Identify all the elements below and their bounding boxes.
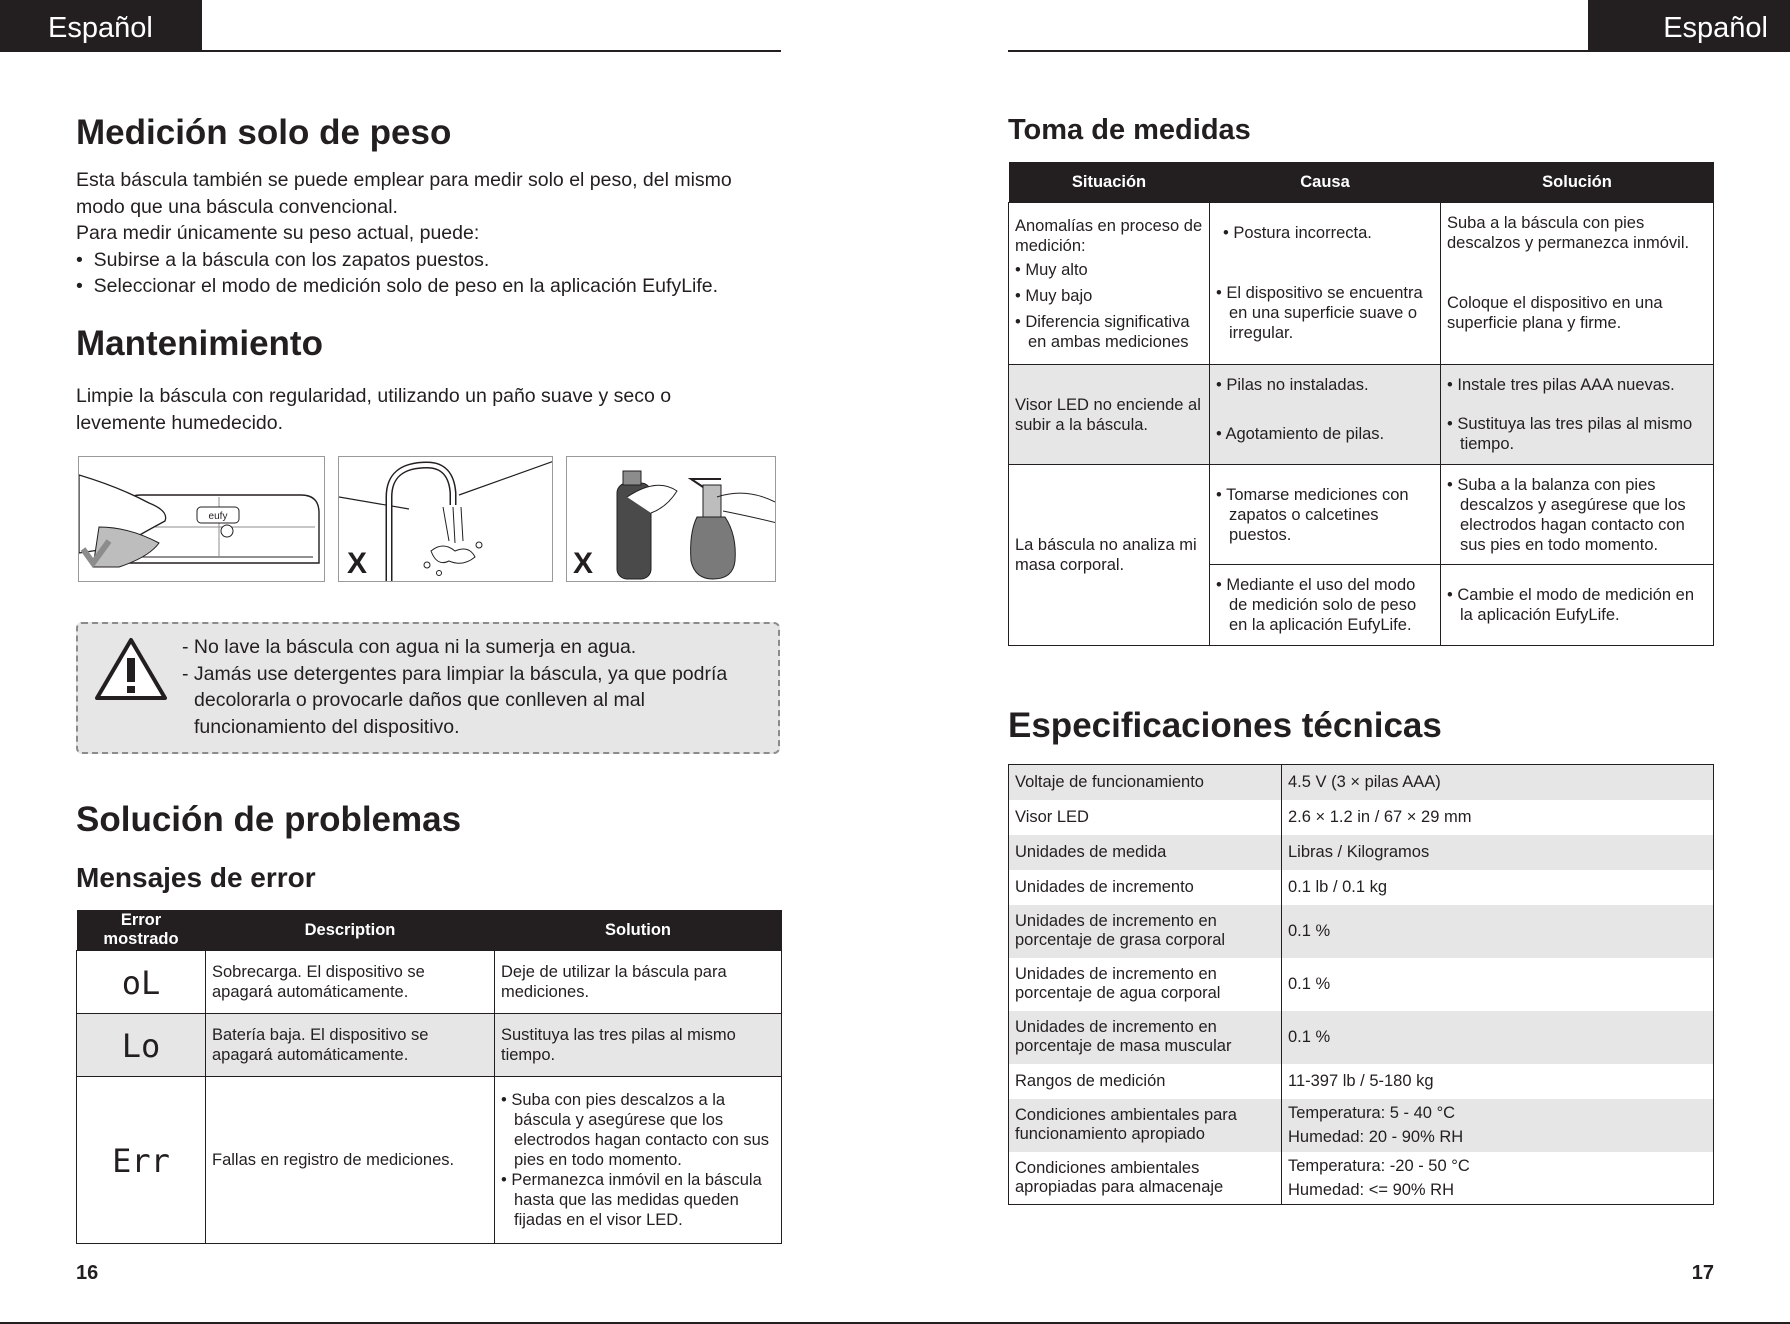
solution-bullet: • Permanezca inmóvil en la báscula hasta que las medidas queden fijadas en el visor LED. <box>501 1171 762 1229</box>
spec-value-line: Temperatura: 5 - 40 °C <box>1288 1104 1456 1122</box>
column-header: Error mostrado <box>77 910 206 951</box>
spec-value-cell <box>1282 1011 1714 1064</box>
error-display-cell <box>77 951 206 1014</box>
maintenance-title: Mantenimiento <box>76 324 323 363</box>
troubleshooting-title: Solución de problemas <box>76 800 462 839</box>
table-row <box>77 951 782 1014</box>
warning-list <box>182 634 762 740</box>
spec-label-cell: Unidades de incremento <box>1009 870 1282 905</box>
measurement-table-header <box>1009 162 1714 203</box>
lcd-display <box>106 1138 176 1182</box>
error-table <box>76 910 782 1244</box>
spec-value-cell <box>1282 905 1714 958</box>
solution-cell: • Sustituya las tres pilas al mismo tiempo. <box>1441 405 1714 465</box>
warning-item: - No lave la báscula con agua ni la sumerja en agua. <box>182 636 637 658</box>
weight-only-text <box>76 167 776 300</box>
column-header: Causa <box>1210 162 1441 203</box>
spec-value-cell <box>1282 835 1714 870</box>
table-row <box>1009 365 1714 405</box>
page-number-right: 17 <box>1691 1262 1714 1284</box>
spec-value-line: Humedad: 20 - 90% RH <box>1288 1128 1464 1146</box>
table-row <box>1009 835 1714 870</box>
situation-bullet: • Muy bajo <box>1015 286 1093 305</box>
specifications-table <box>1008 764 1714 1205</box>
cause-cell: • Agotamiento de pilas. <box>1210 405 1441 465</box>
language-tab-left: Español <box>0 0 202 52</box>
cause-cell: • El dispositivo se encuentra en una superficie suave o irregular. <box>1210 263 1441 365</box>
lcd-display <box>106 960 176 1004</box>
wipe-scale-drawing <box>79 457 325 582</box>
cross-mark-icon: X <box>573 547 594 580</box>
error-description-cell: Batería baja. El dispositivo se apagará automáticamente. <box>206 1014 495 1077</box>
illustration-logo: eufy <box>208 511 228 522</box>
error-messages-title: Mensajes de error <box>76 862 316 893</box>
table-row <box>1009 203 1714 263</box>
solution-cell: • Cambie el modo de medición en la aplicación EufyLife. <box>1441 565 1714 646</box>
column-header: Solución <box>1441 162 1714 203</box>
cause-cell: • Tomarse mediciones con zapatos o calcetines puestos. <box>1210 465 1441 565</box>
spec-value-cell <box>1282 1099 1714 1152</box>
measurement-table <box>1008 162 1714 646</box>
spec-value-line: 4.5 V (3 × pilas AAA) <box>1288 772 1441 791</box>
lcd-code: Err <box>112 1142 170 1180</box>
lcd-code: oL <box>121 964 161 1002</box>
situation-cell <box>1009 203 1210 365</box>
table-row <box>1009 870 1714 905</box>
spec-label-cell: Condiciones ambientales para funcionamiento apropiado <box>1009 1099 1282 1152</box>
weight-only-bullet: • Seleccionar el modo de medición solo de peso en la aplicación EufyLife. <box>76 275 719 297</box>
spec-value-line: 11-397 lb / 5-180 kg <box>1288 1071 1434 1090</box>
spec-label-cell: Unidades de medida <box>1009 835 1282 870</box>
error-display-cell <box>77 1077 206 1244</box>
weight-only-title: Medición solo de peso <box>76 113 452 152</box>
table-row <box>77 1077 782 1244</box>
cross-mark-icon: X <box>347 547 368 580</box>
table-row <box>1009 1011 1714 1064</box>
spec-value-line: Temperatura: -20 - 50 °C <box>1288 1156 1470 1175</box>
spec-label-cell: Rangos de medición <box>1009 1064 1282 1099</box>
faucet-water-drawing <box>339 457 553 582</box>
table-row <box>1009 765 1714 800</box>
spec-label-cell: Condiciones ambientales apropiadas para almacenaje <box>1009 1152 1282 1205</box>
warning-box <box>76 622 780 754</box>
situation-bullet: • Diferencia significativa en ambas mediciones <box>1015 312 1190 351</box>
measurement-title: Toma de medidas <box>1008 114 1251 146</box>
table-row <box>1009 958 1714 1011</box>
lcd-display <box>106 1023 176 1067</box>
situation-cell: La báscula no analiza mi masa corporal. <box>1009 465 1210 646</box>
spec-label-cell: Unidades de incremento en porcentaje de grasa corporal <box>1009 905 1282 958</box>
spec-value-line: 0.1 lb / 0.1 kg <box>1288 877 1388 896</box>
solution-cell: Coloque el dispositivo en una superficie plana y firme. <box>1441 263 1714 365</box>
spec-label-cell: Unidades de incremento en porcentaje de masa muscular <box>1009 1011 1282 1064</box>
situation-text: Anomalías en proceso de medición: <box>1015 216 1203 255</box>
cause-cell: • Postura incorrecta. <box>1210 203 1441 263</box>
error-table-header <box>77 910 782 951</box>
error-solution-cell: Deje de utilizar la báscula para mediciones. <box>495 951 782 1014</box>
column-header: Description <box>206 910 495 951</box>
spec-value-cell <box>1282 800 1714 835</box>
spec-value-line: Humedad: <= 90% RH <box>1288 1180 1455 1199</box>
table-row <box>1009 465 1714 565</box>
header-rule-right <box>1008 50 1790 52</box>
header-rule-left <box>0 50 781 52</box>
spec-value-line: 0.1 % <box>1288 974 1331 993</box>
error-description-cell: Fallas en registro de mediciones. <box>206 1077 495 1244</box>
solution-cell: Suba a la báscula con pies descalzos y permanezca inmóvil. <box>1441 203 1714 263</box>
solution-bullet: • Suba con pies descalzos a la báscula y asegúrese que los electrodos hagan contacto con sus pies en todo momento. <box>501 1091 770 1169</box>
page-number-left: 16 <box>76 1262 99 1284</box>
language-tab-right: Español <box>1588 0 1790 52</box>
spec-label-cell: Unidades de incremento en porcentaje de agua corporal <box>1009 958 1282 1011</box>
spec-value-cell <box>1282 1064 1714 1099</box>
spec-value-line: 0.1 % <box>1288 921 1331 940</box>
spec-value-cell <box>1282 958 1714 1011</box>
spec-value-cell <box>1282 1152 1714 1205</box>
table-row <box>77 1014 782 1077</box>
spec-label-cell: Visor LED <box>1009 800 1282 835</box>
solution-cell: • Suba a la balanza con pies descalzos y asegúrese que los electrodos hagan contacto con sus pies en todo momento. <box>1441 465 1714 565</box>
table-row <box>1009 1152 1714 1205</box>
spray-cans-drawing <box>567 457 776 582</box>
weight-only-bullet: • Subirse a la báscula con los zapatos puestos. <box>76 248 490 271</box>
spec-value-cell <box>1282 765 1714 800</box>
illustration-no-water <box>338 456 553 582</box>
cause-cell: • Mediante el uso del modo de medición solo de peso en la aplicación EufyLife. <box>1210 565 1441 646</box>
error-solution-cell: Sustituya las tres pilas al mismo tiempo. <box>495 1014 782 1077</box>
illustration-no-detergent <box>566 456 776 582</box>
lcd-code: Lo <box>121 1027 161 1065</box>
spec-value-cell <box>1282 870 1714 905</box>
spec-value-line: Libras / Kilogramos <box>1288 842 1430 861</box>
warning-item: - Jamás use detergentes para limpiar la báscula, ya que podría decolorarla o provocarle daños que conlleven al mal funcionamiento del dispositivo. <box>182 662 728 738</box>
specifications-title: Especificaciones técnicas <box>1008 706 1442 745</box>
warning-triangle-icon <box>94 636 168 702</box>
error-description-cell: Sobrecarga. El dispositivo se apagará automáticamente. <box>206 951 495 1014</box>
spec-value-line: 2.6 × 1.2 in / 67 × 29 mm <box>1288 807 1472 826</box>
table-row <box>1009 1099 1714 1152</box>
column-header: Situación <box>1009 162 1210 203</box>
situation-bullet: • Muy alto <box>1015 260 1088 279</box>
weight-only-paragraph-1: Esta báscula también se puede emplear para medir solo el peso, del mismo modo que una báscula convencional. <box>76 169 732 218</box>
table-row <box>1009 800 1714 835</box>
illustration-wipe-with-cloth <box>78 456 325 582</box>
spec-label-cell: Voltaje de funcionamiento <box>1009 765 1282 800</box>
cause-cell: • Pilas no instaladas. <box>1210 365 1441 405</box>
error-display-cell <box>77 1014 206 1077</box>
maintenance-text: Limpie la báscula con regularidad, utilizando un paño suave y seco o levemente humedecido. <box>76 385 672 434</box>
table-row <box>1009 905 1714 958</box>
weight-only-paragraph-2: Para medir únicamente su peso actual, puede: <box>76 222 480 244</box>
spec-value-line: 0.1 % <box>1288 1027 1331 1046</box>
table-row <box>1009 1064 1714 1099</box>
solution-cell: • Instale tres pilas AAA nuevas. <box>1441 365 1714 405</box>
situation-cell: Visor LED no enciende al subir a la báscula. <box>1009 365 1210 465</box>
column-header: Solution <box>495 910 782 951</box>
error-solution-cell <box>495 1077 782 1244</box>
